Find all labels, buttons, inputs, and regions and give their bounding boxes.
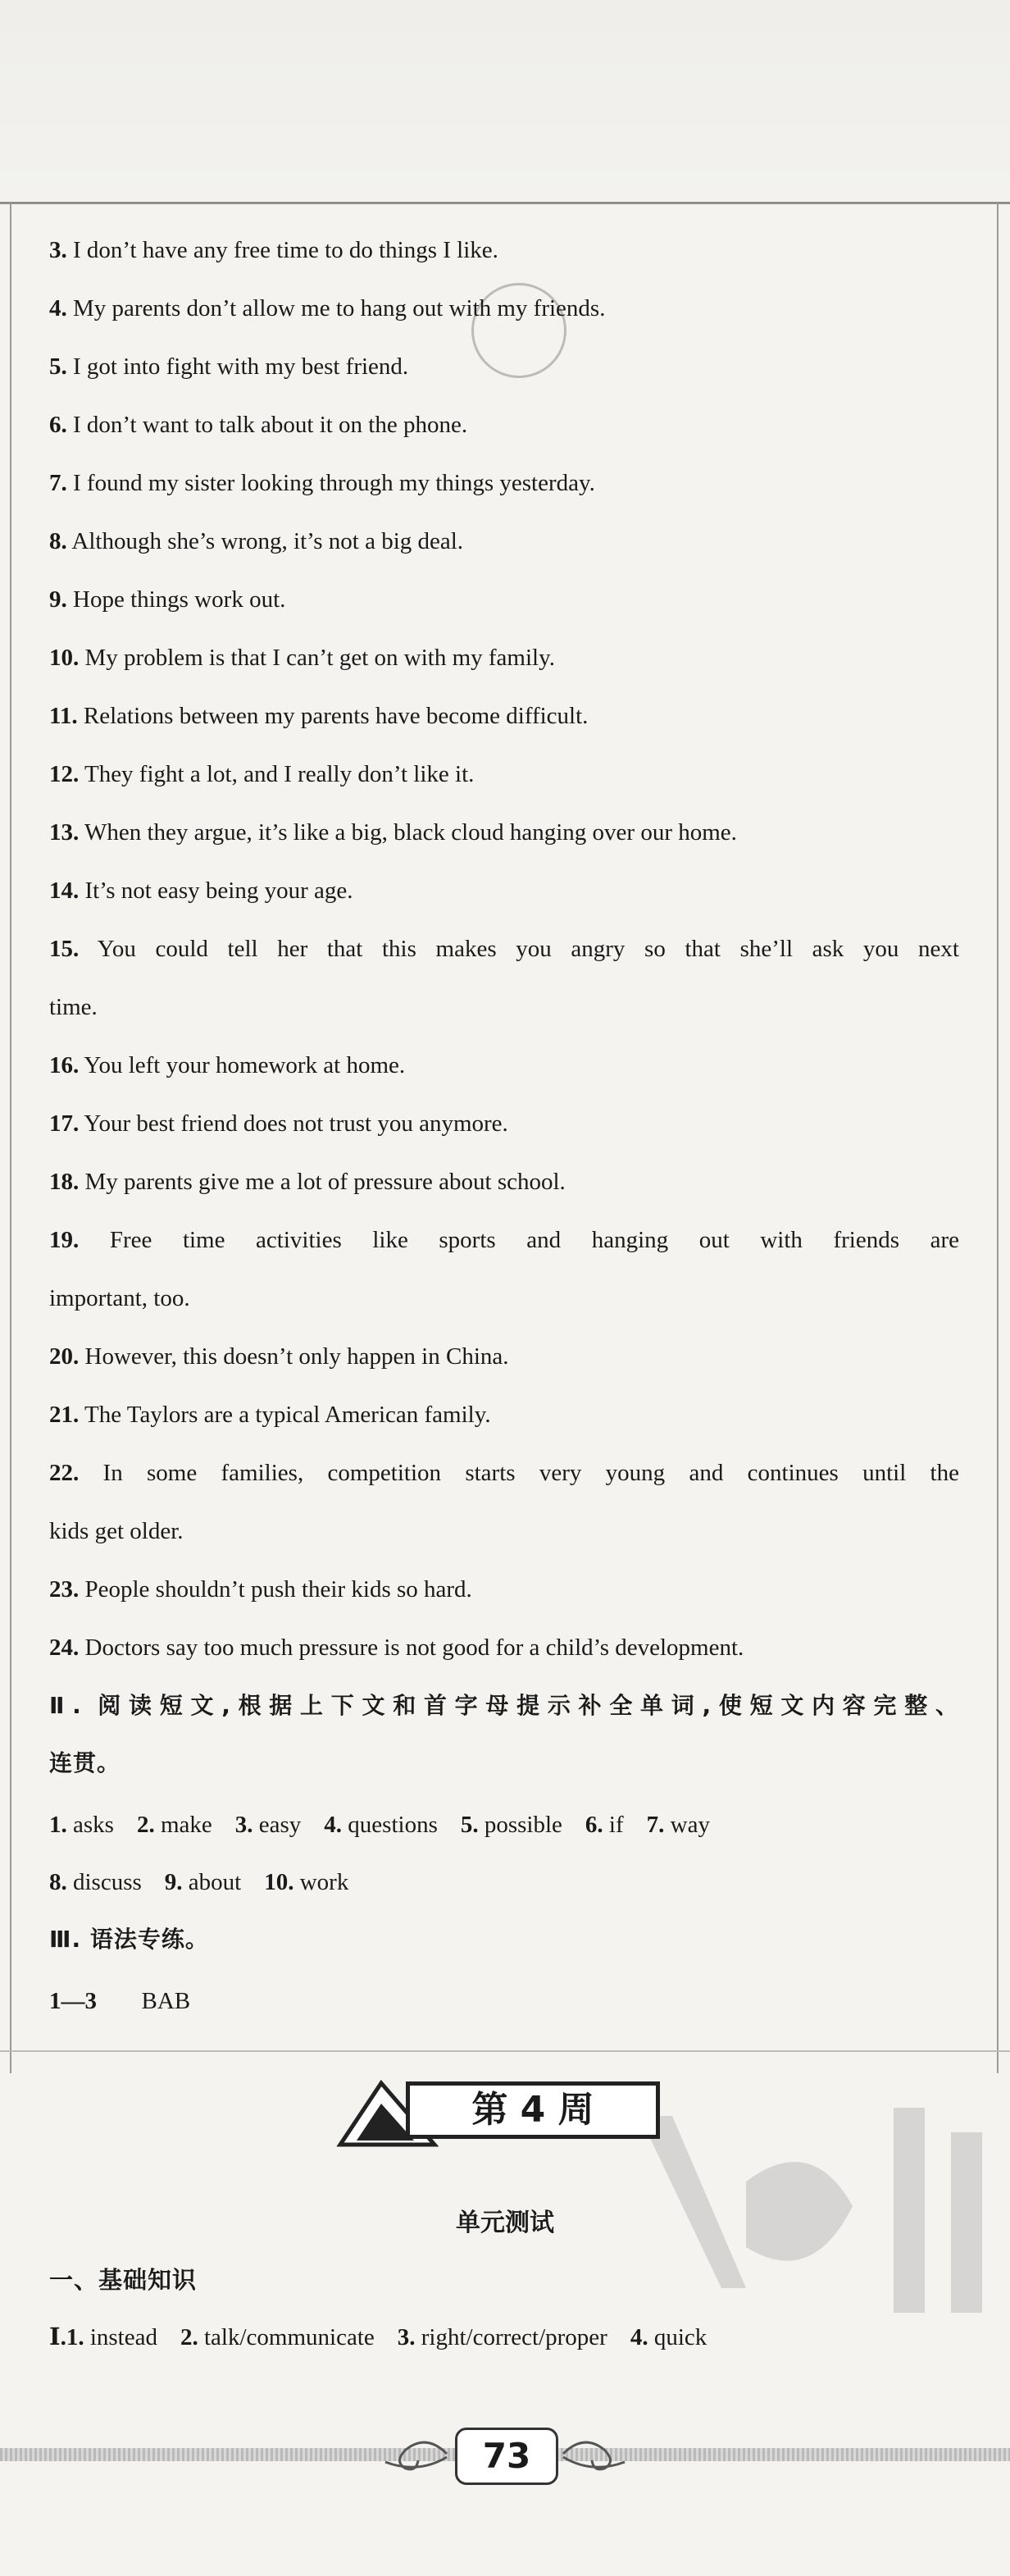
- answer-line: [49, 1631, 959, 1664]
- item-text: Relations between my parents have become difficult.: [77, 703, 589, 729]
- week-banner: [332, 2067, 676, 2149]
- item-text: People shouldn’t push their kids so hard.: [79, 1576, 472, 1603]
- answer-line: [49, 467, 959, 499]
- answer-line: [49, 1107, 959, 1140]
- item-number: 10.: [49, 645, 80, 671]
- item-text: Although she’s wrong, it’s not a big deal.: [66, 528, 464, 554]
- item-number: 7.: [646, 1812, 665, 1838]
- answer-item: [235, 1812, 302, 1838]
- answer-line: [49, 350, 959, 383]
- unit-test-title: 单元测试: [456, 2209, 554, 2237]
- item-text: important, too.: [49, 1285, 190, 1311]
- item-text: When they argue, it’s like a big, black cloud hanging over our home.: [79, 819, 737, 846]
- item-number: 3.: [397, 2324, 416, 2350]
- section-3-answer: [49, 1985, 959, 2017]
- section-2-answers-row1: [49, 1808, 959, 1841]
- divider-rule: [0, 2050, 1010, 2052]
- item-text: make: [154, 1812, 212, 1838]
- item-number: 20.: [49, 1343, 80, 1370]
- answer-item: [165, 1869, 241, 1895]
- item-text: I found my sister looking through my things yesterday.: [66, 470, 595, 496]
- answer-item: [461, 1812, 562, 1838]
- item-number: 22.: [49, 1460, 80, 1486]
- item-text: talk/communicate: [198, 2324, 375, 2350]
- answer-line: [49, 408, 959, 441]
- item-text: You left your homework at home.: [79, 1052, 406, 1078]
- answer-line: [49, 874, 959, 907]
- answer-item: [630, 2324, 707, 2350]
- item-number: 18.: [49, 1169, 80, 1195]
- answer-line: [49, 1340, 959, 1373]
- item-text: about: [182, 1869, 242, 1895]
- item-text: instead: [84, 2324, 157, 2350]
- left-swirl-icon: [369, 2429, 451, 2478]
- section-2-answers-row2: [49, 1866, 959, 1899]
- item-number: 15.: [49, 936, 80, 962]
- item-text: Your best friend does not trust you anymore.: [79, 1110, 508, 1137]
- item-text: work: [293, 1869, 349, 1895]
- part-1-answers: [49, 2321, 959, 2354]
- item-number: 1.: [66, 2324, 84, 2350]
- item-text: Free time activities like sports and hanging out with friends are: [79, 1227, 959, 1253]
- item-number: 6.: [585, 1812, 603, 1838]
- part-1-title: 一、基础知识: [49, 2266, 198, 2294]
- item-number: 5.: [49, 353, 67, 380]
- item-text: possible: [478, 1812, 562, 1838]
- item-text: asks: [66, 1812, 114, 1838]
- item-number: 9.: [49, 586, 67, 613]
- answer-line: [49, 1165, 959, 1198]
- answer-line: [49, 641, 959, 674]
- item-number: 2.: [136, 1812, 155, 1838]
- section-3-title: Ⅲ. 语法专练。: [49, 1926, 209, 1953]
- item-number: 4.: [324, 1812, 343, 1838]
- item-number: 16.: [49, 1052, 80, 1078]
- answer-line: [49, 1224, 959, 1256]
- section-2-title-line2: 连贯。: [49, 1749, 121, 1776]
- item-number: 7.: [49, 470, 67, 496]
- answer-line: [49, 700, 959, 732]
- item-text: My problem is that I can’t get on with my family.: [79, 645, 555, 671]
- item-number: 11.: [49, 703, 78, 729]
- item-text: way: [664, 1812, 710, 1838]
- right-border: [997, 203, 999, 2073]
- answer-item: [49, 1812, 114, 1838]
- item-number: 1.: [49, 1812, 67, 1838]
- item-number: 13.: [49, 819, 80, 846]
- item-text: right/correct/proper: [415, 2324, 607, 2350]
- item-text: kids get older.: [49, 1518, 184, 1544]
- answer-line: [49, 932, 959, 965]
- item-number: 17.: [49, 1110, 80, 1137]
- roman-numeral: Ⅰ.: [49, 2324, 66, 2350]
- section-2-title-line1: Ⅱ. 阅读短文,根据上下文和首字母提示补全单词,使短文内容完整、: [49, 1692, 959, 1719]
- item-number: 2.: [180, 2324, 198, 2350]
- answer-line: [49, 583, 959, 616]
- item-text: discuss: [66, 1869, 142, 1895]
- answer-line: [49, 1282, 959, 1315]
- answer-item: [647, 1812, 710, 1838]
- item-number: 12.: [49, 761, 80, 787]
- item-number: 4.: [49, 295, 67, 321]
- item-text: I don’t have any free time to do things I like.: [66, 237, 498, 263]
- item-text: I don’t want to talk about it on the phone.: [66, 412, 468, 438]
- answer-item: [66, 2324, 157, 2350]
- right-swirl-icon: [559, 2429, 641, 2478]
- answer-line: [49, 525, 959, 558]
- answer-item: [264, 1869, 348, 1895]
- answer-line: [49, 292, 959, 325]
- answer-item: [398, 2324, 607, 2350]
- item-text: You could tell her that this makes you angry so that she’ll ask you next: [79, 936, 959, 962]
- item-text: However, this doesn’t only happen in China.: [79, 1343, 509, 1370]
- answer-item: [324, 1812, 438, 1838]
- answer-line: [49, 758, 959, 791]
- item-number: 5.: [460, 1812, 479, 1838]
- item-number: 8.: [49, 528, 67, 554]
- item-number: 24.: [49, 1635, 80, 1661]
- item-text: My parents don’t allow me to hang out with my friends.: [66, 295, 606, 321]
- answer-line: [49, 1515, 959, 1548]
- item-text: In some families, competition starts very young and continues until the: [79, 1460, 959, 1486]
- answer-item: [585, 1812, 624, 1838]
- item-number: 3.: [49, 237, 67, 263]
- item-number: 4.: [630, 2324, 648, 2350]
- item-text: Hope things work out.: [66, 586, 286, 613]
- answer-line: [49, 234, 959, 267]
- answer-line: [49, 1049, 959, 1082]
- header-rule: [0, 202, 1010, 204]
- item-text: My parents give me a lot of pressure about school.: [79, 1169, 566, 1195]
- week-label: 第 4 周: [406, 2081, 660, 2139]
- top-margin: [0, 0, 1010, 201]
- item-number: 21.: [49, 1402, 80, 1428]
- answer-line: [49, 991, 959, 1024]
- item-number: 3.: [234, 1812, 253, 1838]
- item-number: 19.: [49, 1227, 80, 1253]
- section-3-answer-text: BAB: [141, 1988, 191, 2014]
- answer-line: [49, 816, 959, 849]
- item-text: if: [603, 1812, 624, 1838]
- item-text: It’s not easy being your age.: [79, 878, 353, 904]
- answer-item: [180, 2324, 375, 2350]
- item-number: 10.: [264, 1869, 294, 1895]
- item-text: The Taylors are a typical American family.: [79, 1402, 491, 1428]
- page-number: 73: [455, 2428, 558, 2485]
- left-border: [10, 203, 11, 2073]
- item-number: 8.: [49, 1869, 67, 1895]
- item-number: 23.: [49, 1576, 80, 1603]
- answer-item: [49, 1869, 142, 1895]
- section-3-range: 1—3: [49, 1988, 97, 2014]
- item-text: time.: [49, 994, 98, 1020]
- answer-line: [49, 1457, 959, 1489]
- item-text: easy: [252, 1812, 302, 1838]
- item-number: 14.: [49, 878, 80, 904]
- answer-line: [49, 1573, 959, 1606]
- item-text: quick: [648, 2324, 707, 2350]
- item-text: Doctors say too much pressure is not good for a child’s development.: [79, 1635, 744, 1661]
- item-number: 9.: [164, 1869, 183, 1895]
- item-text: They fight a lot, and I really don’t like it.: [79, 761, 475, 787]
- answer-line: [49, 1398, 959, 1431]
- item-number: 6.: [49, 412, 67, 438]
- item-text: I got into fight with my best friend.: [66, 353, 409, 380]
- item-text: questions: [342, 1812, 438, 1838]
- answer-item: [137, 1812, 212, 1838]
